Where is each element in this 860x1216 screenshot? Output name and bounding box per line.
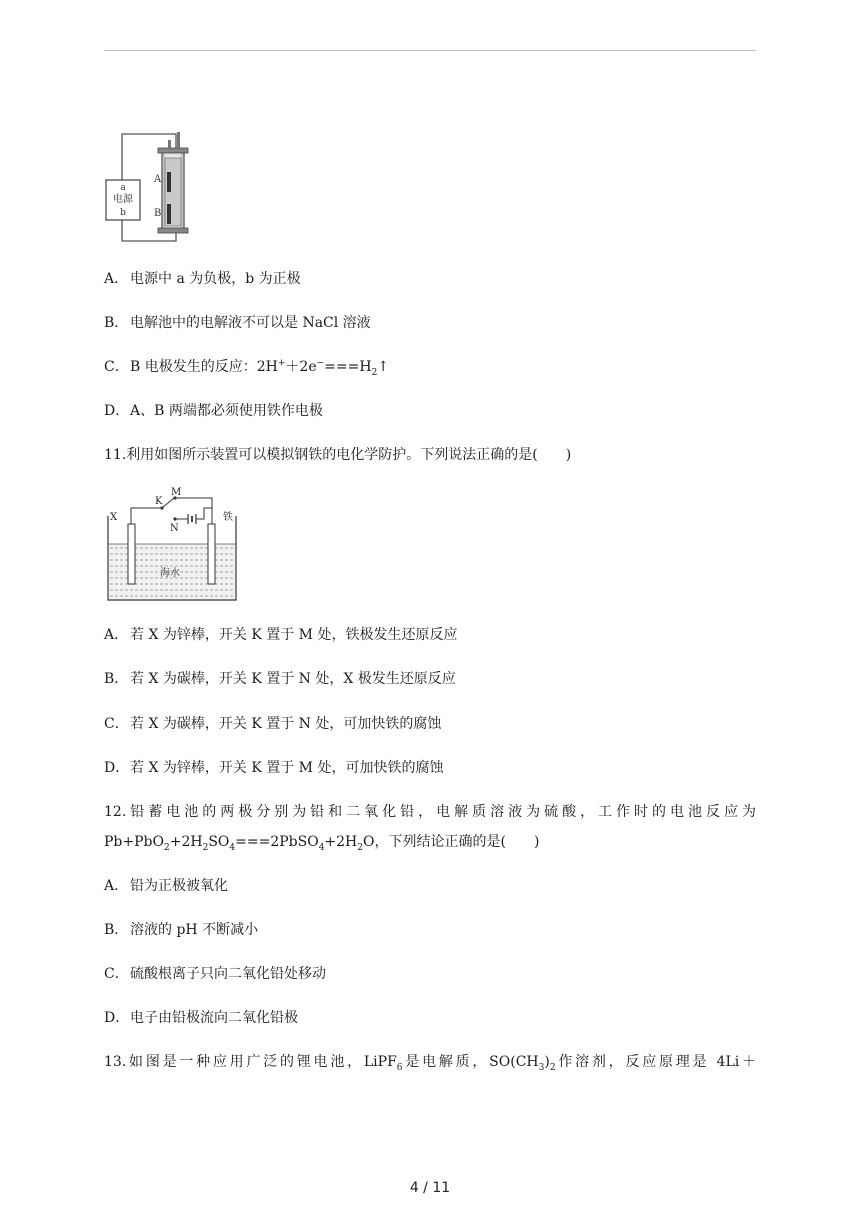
- electrolysis-diagram: [104, 128, 204, 248]
- power-a-label: a: [120, 183, 126, 193]
- power-b-label: b: [120, 208, 126, 218]
- corrosion-protection-diagram: [104, 486, 240, 604]
- power-source-label: 电源: [113, 194, 133, 205]
- q11-option-a: A． 若 X 为锌棒，开关 K 置于 M 处，铁极发生还原反应: [104, 627, 458, 643]
- q12-option-a: A． 铅为正极被氧化: [104, 878, 228, 894]
- header-rule: [104, 50, 756, 51]
- q12-option-b: B． 溶液的 pH 不断减小: [104, 922, 259, 938]
- q12-option-c: C．硫酸根离子只向二氧化铅处移动: [104, 966, 326, 982]
- q12-stem-line2: $Pb+PbO_2+2H_2SO_4===2PbSO_4+2H_2O$，下列结论正确的是( ): [104, 834, 540, 853]
- q12-option-d: D．电子由铅极流向二氧化铅极: [104, 1010, 298, 1026]
- electrode-a-label: A: [154, 174, 162, 185]
- q11-stem: 11.利用如图所示装置可以模拟钢铁的电化学防护。下列说法正确的是( ): [104, 447, 572, 463]
- label-n: N: [170, 523, 179, 534]
- label-seawater: 海水: [160, 568, 180, 579]
- q11-option-d: D．若 X 为锌棒，开关 K 置于 M 处，可加快铁的腐蚀: [104, 760, 444, 776]
- label-iron: 铁: [223, 512, 233, 523]
- label-k: K: [155, 496, 163, 507]
- q12-stem-line1: 12.铅蓄电池的两极分别为铅和二氧化铅，电解质溶液为硫酸，工作时的电池反应为: [104, 804, 756, 820]
- q10-option-a: A． 电源中 a 为负极，b 为正极: [104, 271, 301, 287]
- page-number: 4 / 11: [409, 1180, 451, 1196]
- q10-option-b: B． 电解池中的电解液不可以是 NaCl 溶液: [104, 315, 371, 331]
- electrode-b-label: B: [154, 208, 162, 219]
- label-m: M: [171, 487, 182, 498]
- q10-option-c: C．B 电极发生的反应：$2H^++2e^-===H_2↑$: [104, 358, 390, 378]
- q10-option-d: D．A、B 两端都必须使用铁作电极: [104, 403, 323, 419]
- label-x: X: [110, 512, 118, 523]
- q13-stem-line1: 13.如图是一种应用广泛的锂电池，LiPF$_6$是电解质，$SO(CH_3)_2$作溶剂，反应原理是 4Li＋: [104, 1054, 756, 1073]
- q11-option-b: B． 若 X 为碳棒，开关 K 置于 N 处，X 极发生还原反应: [104, 671, 456, 687]
- q11-option-c: C．若 X 为碳棒，开关 K 置于 N 处，可加快铁的腐蚀: [104, 716, 442, 732]
